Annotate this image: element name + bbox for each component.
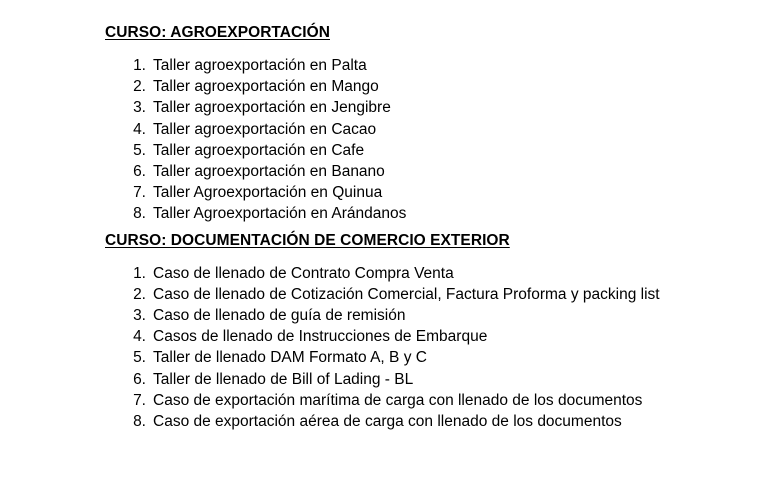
list-item bbox=[105, 76, 745, 97]
list-item bbox=[105, 140, 745, 161]
list-item-number: 6. bbox=[133, 163, 146, 181]
list-item-number: 2. bbox=[133, 285, 146, 303]
document-body bbox=[105, 22, 745, 432]
list-item bbox=[105, 411, 745, 432]
list-item-text: Taller de llenado de Bill of Lading - BL bbox=[153, 370, 414, 388]
list-item bbox=[105, 347, 745, 368]
list-item bbox=[105, 369, 745, 390]
list-item-number: 3. bbox=[133, 307, 146, 325]
section-title-agroexportacion: CURSO: AGROEXPORTACIÓN bbox=[105, 24, 330, 41]
list-item bbox=[105, 119, 745, 140]
list-item-number: 2. bbox=[133, 78, 146, 96]
course-list-documentacion bbox=[105, 263, 745, 433]
list-item-text: Caso de llenado de Contrato Compra Venta bbox=[153, 264, 454, 282]
list-item-number: 1. bbox=[133, 57, 146, 74]
list-item-text: Caso de llenado de guía de remisión bbox=[153, 307, 406, 325]
list-item-number: 8. bbox=[133, 205, 146, 223]
list-item-text: Taller agroexportación en Cacao bbox=[153, 120, 377, 138]
list-item bbox=[105, 263, 745, 284]
list-item-text: Taller agroexportación en Palta bbox=[153, 57, 367, 74]
list-item bbox=[105, 326, 745, 347]
course-list-agroexportacion bbox=[105, 55, 745, 225]
list-item bbox=[105, 284, 745, 305]
list-item-text: Caso de exportación marítima de carga con llenado de los documentos bbox=[153, 391, 643, 409]
list-item-text: Caso de llenado de Cotización Comercial, Factura Proforma y packing list bbox=[153, 285, 660, 303]
list-item-number: 3. bbox=[133, 99, 146, 117]
list-item-text: Taller agroexportación en Jengibre bbox=[153, 99, 391, 117]
list-item-text: Casos de llenado de Instrucciones de Embarque bbox=[153, 328, 488, 346]
list-item-text: Taller agroexportación en Cafe bbox=[153, 141, 365, 159]
list-item-number: 5. bbox=[133, 349, 146, 367]
list-item-text: Taller Agroexportación en Arándanos bbox=[153, 205, 407, 223]
list-item-number: 4. bbox=[133, 328, 146, 346]
list-item bbox=[105, 55, 745, 76]
list-item bbox=[105, 182, 745, 203]
list-item-text: Taller Agroexportación en Quinua bbox=[153, 184, 383, 202]
list-item-text: Taller agroexportación en Banano bbox=[153, 163, 385, 181]
list-item-number: 8. bbox=[133, 413, 146, 431]
list-item bbox=[105, 203, 745, 224]
list-item-number: 6. bbox=[133, 370, 146, 388]
list-item bbox=[105, 161, 745, 182]
list-item-text: Caso de exportación aérea de carga con llenado de los documentos bbox=[153, 413, 622, 431]
list-item-text: Taller agroexportación en Mango bbox=[153, 78, 379, 96]
section-title-documentacion: CURSO: DOCUMENTACIÓN DE COMERCIO EXTERIOR bbox=[105, 231, 510, 249]
list-item-number: 5. bbox=[133, 141, 146, 159]
list-item bbox=[105, 390, 745, 411]
list-item bbox=[105, 97, 745, 118]
list-item-text: Taller de llenado DAM Formato A, B y C bbox=[153, 349, 427, 367]
list-item bbox=[105, 305, 745, 326]
list-item-number: 7. bbox=[133, 391, 146, 409]
list-item-number: 1. bbox=[133, 264, 146, 282]
list-item-number: 4. bbox=[133, 120, 146, 138]
list-item-number: 7. bbox=[133, 184, 146, 202]
